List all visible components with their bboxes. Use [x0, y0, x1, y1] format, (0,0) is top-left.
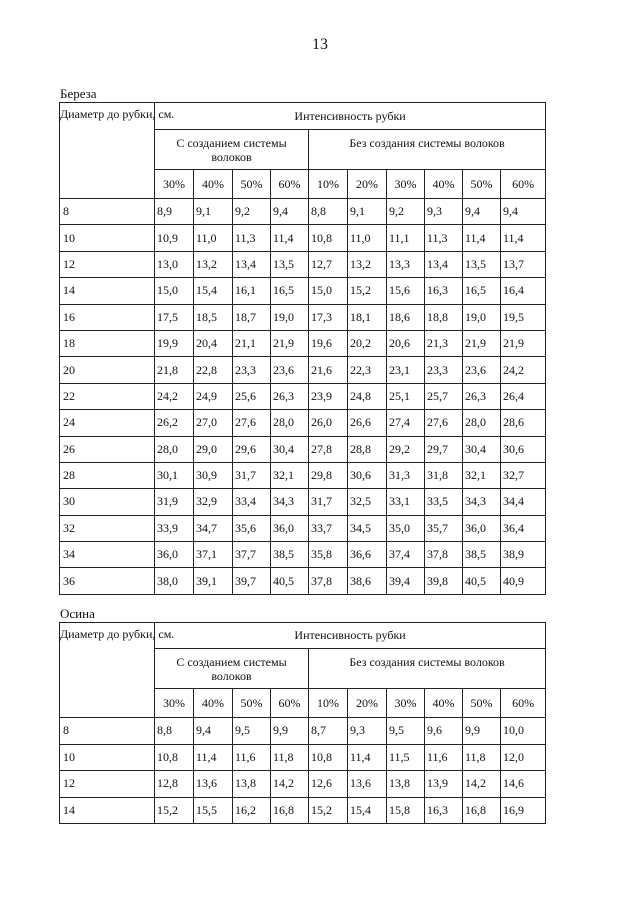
value-cell: 25,7: [425, 383, 463, 409]
value-cell: 8,9: [155, 199, 194, 225]
value-cell: 28,8: [348, 436, 387, 462]
value-cell: 34,7: [194, 515, 233, 541]
value-cell: 13,5: [271, 251, 309, 277]
value-cell: 22,3: [348, 357, 387, 383]
percent-header: 40%: [194, 170, 233, 199]
percent-header: 40%: [194, 689, 233, 718]
page-number: 13: [312, 36, 328, 53]
value-cell: 34,5: [348, 515, 387, 541]
value-cell: 13,7: [501, 251, 546, 277]
value-cell: 37,7: [233, 542, 271, 568]
value-cell: 31,8: [425, 462, 463, 488]
percent-header: 20%: [348, 170, 387, 199]
value-cell: 11,4: [194, 744, 233, 771]
table-row: [60, 304, 546, 330]
value-cell: 13,2: [348, 251, 387, 277]
value-cell: 36,0: [463, 515, 501, 541]
value-cell: 34,4: [501, 489, 546, 515]
table-row: [60, 383, 546, 409]
value-cell: 31,7: [309, 489, 348, 515]
value-cell: 10,0: [501, 718, 546, 745]
value-cell: 8,8: [155, 718, 194, 745]
value-cell: 29,6: [233, 436, 271, 462]
diameter-header: Диаметр до рубки, см.: [60, 623, 155, 718]
header-row: [60, 623, 546, 649]
value-cell: 9,4: [463, 199, 501, 225]
percent-header: 20%: [348, 689, 387, 718]
table-row: [60, 436, 546, 462]
value-cell: 33,7: [309, 515, 348, 541]
value-cell: 27,6: [233, 410, 271, 436]
value-cell: 9,5: [233, 718, 271, 745]
value-cell: 38,5: [463, 542, 501, 568]
value-cell: 36,0: [271, 515, 309, 541]
value-cell: 11,0: [194, 225, 233, 251]
value-cell: 23,3: [233, 357, 271, 383]
value-cell: 31,7: [233, 462, 271, 488]
percent-header: 60%: [501, 689, 546, 718]
value-cell: 14,6: [501, 771, 546, 798]
percent-header: 50%: [233, 689, 271, 718]
diameter-cell: 12: [60, 251, 155, 277]
value-cell: 33,9: [155, 515, 194, 541]
value-cell: 39,1: [194, 568, 233, 594]
value-cell: 30,4: [271, 436, 309, 462]
value-cell: 21,1: [233, 330, 271, 356]
value-cell: 18,6: [387, 304, 425, 330]
value-cell: 30,6: [348, 462, 387, 488]
value-cell: 36,6: [348, 542, 387, 568]
value-cell: 9,9: [271, 718, 309, 745]
value-cell: 13,6: [348, 771, 387, 798]
value-cell: 35,6: [233, 515, 271, 541]
table-row: [60, 718, 546, 745]
value-cell: 28,0: [463, 410, 501, 436]
value-cell: 11,3: [233, 225, 271, 251]
value-cell: 11,0: [348, 225, 387, 251]
diameter-cell: 8: [60, 199, 155, 225]
value-cell: 16,5: [463, 278, 501, 304]
value-cell: 13,9: [425, 771, 463, 798]
value-cell: 13,8: [387, 771, 425, 798]
percent-header: 50%: [463, 170, 501, 199]
value-cell: 9,2: [233, 199, 271, 225]
value-cell: 38,6: [348, 568, 387, 594]
value-cell: 8,7: [309, 718, 348, 745]
value-cell: 27,6: [425, 410, 463, 436]
value-cell: 13,6: [194, 771, 233, 798]
value-cell: 11,4: [501, 225, 546, 251]
value-cell: 10,8: [309, 225, 348, 251]
value-cell: 30,6: [501, 436, 546, 462]
value-cell: 15,0: [309, 278, 348, 304]
value-cell: 10,9: [155, 225, 194, 251]
diameter-cell: 28: [60, 462, 155, 488]
value-cell: 38,0: [155, 568, 194, 594]
value-cell: 9,1: [194, 199, 233, 225]
value-cell: 33,1: [387, 489, 425, 515]
value-cell: 11,8: [271, 744, 309, 771]
value-cell: 13,2: [194, 251, 233, 277]
value-cell: 16,3: [425, 278, 463, 304]
value-cell: 18,8: [425, 304, 463, 330]
value-cell: 15,6: [387, 278, 425, 304]
diameter-cell: 14: [60, 278, 155, 304]
value-cell: 19,9: [155, 330, 194, 356]
percent-header: 60%: [271, 689, 309, 718]
value-cell: 35,7: [425, 515, 463, 541]
value-cell: 26,4: [501, 383, 546, 409]
percent-header: 30%: [155, 689, 194, 718]
value-cell: 21,9: [271, 330, 309, 356]
value-cell: 13,3: [387, 251, 425, 277]
percent-header: 40%: [425, 170, 463, 199]
value-cell: 9,9: [463, 718, 501, 745]
value-cell: 17,3: [309, 304, 348, 330]
value-cell: 18,5: [194, 304, 233, 330]
value-cell: 29,2: [387, 436, 425, 462]
value-cell: 19,5: [501, 304, 546, 330]
value-cell: 26,0: [309, 410, 348, 436]
value-cell: 30,1: [155, 462, 194, 488]
value-cell: 23,6: [271, 357, 309, 383]
value-cell: 12,8: [155, 771, 194, 798]
value-cell: 13,0: [155, 251, 194, 277]
section-title-birch: Береза: [60, 86, 97, 101]
value-cell: 10,8: [309, 744, 348, 771]
value-cell: 9,4: [501, 199, 546, 225]
value-cell: 22,8: [194, 357, 233, 383]
table-row: [60, 489, 546, 515]
value-cell: 17,5: [155, 304, 194, 330]
value-cell: 11,4: [348, 744, 387, 771]
value-cell: 32,9: [194, 489, 233, 515]
value-cell: 15,4: [194, 278, 233, 304]
value-cell: 11,6: [233, 744, 271, 771]
value-cell: 25,6: [233, 383, 271, 409]
percent-header: 60%: [501, 170, 546, 199]
value-cell: 28,0: [155, 436, 194, 462]
value-cell: 16,5: [271, 278, 309, 304]
diameter-cell: 24: [60, 410, 155, 436]
value-cell: 9,1: [348, 199, 387, 225]
value-cell: 15,4: [348, 797, 387, 824]
value-cell: 16,8: [463, 797, 501, 824]
value-cell: 31,9: [155, 489, 194, 515]
diameter-cell: 22: [60, 383, 155, 409]
value-cell: 20,2: [348, 330, 387, 356]
table-row: [60, 515, 546, 541]
value-cell: 32,1: [463, 462, 501, 488]
diameter-cell: 32: [60, 515, 155, 541]
value-cell: 16,2: [233, 797, 271, 824]
value-cell: 36,0: [155, 542, 194, 568]
value-cell: 33,4: [233, 489, 271, 515]
percent-header: 50%: [233, 170, 271, 199]
percent-header: 30%: [387, 689, 425, 718]
value-cell: 24,9: [194, 383, 233, 409]
percent-header: 10%: [309, 689, 348, 718]
value-cell: 11,6: [425, 744, 463, 771]
table-row: [60, 199, 546, 225]
value-cell: 21,3: [425, 330, 463, 356]
value-cell: 19,0: [271, 304, 309, 330]
value-cell: 16,1: [233, 278, 271, 304]
value-cell: 26,6: [348, 410, 387, 436]
value-cell: 34,3: [463, 489, 501, 515]
value-cell: 38,9: [501, 542, 546, 568]
value-cell: 26,3: [463, 383, 501, 409]
value-cell: 23,9: [309, 383, 348, 409]
table-row: [60, 744, 546, 771]
value-cell: 8,8: [309, 199, 348, 225]
value-cell: 18,7: [233, 304, 271, 330]
value-cell: 9,4: [271, 199, 309, 225]
diameter-cell: 10: [60, 744, 155, 771]
value-cell: 12,6: [309, 771, 348, 798]
group-with-header: С созданием системы волоков: [155, 130, 309, 170]
value-cell: 15,5: [194, 797, 233, 824]
value-cell: 26,3: [271, 383, 309, 409]
value-cell: 38,5: [271, 542, 309, 568]
value-cell: 36,4: [501, 515, 546, 541]
table-row: [60, 568, 546, 594]
value-cell: 11,1: [387, 225, 425, 251]
value-cell: 30,9: [194, 462, 233, 488]
value-cell: 32,5: [348, 489, 387, 515]
value-cell: 27,4: [387, 410, 425, 436]
value-cell: 27,0: [194, 410, 233, 436]
value-cell: 11,3: [425, 225, 463, 251]
value-cell: 15,2: [348, 278, 387, 304]
table-row: [60, 251, 546, 277]
percent-header: 50%: [463, 689, 501, 718]
table-row: [60, 225, 546, 251]
table-row: [60, 357, 546, 383]
value-cell: 9,2: [387, 199, 425, 225]
value-cell: 13,4: [233, 251, 271, 277]
intensity-header: Интенсивность рубки: [155, 103, 546, 130]
diameter-cell: 26: [60, 436, 155, 462]
value-cell: 20,4: [194, 330, 233, 356]
value-cell: 29,8: [309, 462, 348, 488]
value-cell: 16,9: [501, 797, 546, 824]
value-cell: 13,4: [425, 251, 463, 277]
value-cell: 27,8: [309, 436, 348, 462]
diameter-cell: 30: [60, 489, 155, 515]
table-row: [60, 771, 546, 798]
value-cell: 40,5: [271, 568, 309, 594]
value-cell: 21,6: [309, 357, 348, 383]
percent-header: 60%: [271, 170, 309, 199]
percent-header: 10%: [309, 170, 348, 199]
value-cell: 12,0: [501, 744, 546, 771]
value-cell: 39,8: [425, 568, 463, 594]
value-cell: 13,8: [233, 771, 271, 798]
diameter-header: Диаметр до рубки, см.: [60, 103, 155, 199]
percent-header: 30%: [155, 170, 194, 199]
table-row: [60, 330, 546, 356]
table-row: [60, 278, 546, 304]
group-without-header: Без создания системы волоков: [309, 649, 546, 689]
value-cell: 23,1: [387, 357, 425, 383]
value-cell: 28,6: [501, 410, 546, 436]
value-cell: 29,7: [425, 436, 463, 462]
value-cell: 35,0: [387, 515, 425, 541]
value-cell: 37,1: [194, 542, 233, 568]
value-cell: 11,8: [463, 744, 501, 771]
percent-header: 30%: [387, 170, 425, 199]
value-cell: 11,4: [463, 225, 501, 251]
diameter-cell: 12: [60, 771, 155, 798]
value-cell: 9,6: [425, 718, 463, 745]
value-cell: 20,6: [387, 330, 425, 356]
value-cell: 11,4: [271, 225, 309, 251]
value-cell: 16,8: [271, 797, 309, 824]
value-cell: 10,8: [155, 744, 194, 771]
value-cell: 32,7: [501, 462, 546, 488]
table-row: [60, 462, 546, 488]
value-cell: 33,5: [425, 489, 463, 515]
header-row: [60, 103, 546, 130]
value-cell: 16,3: [425, 797, 463, 824]
diameter-cell: 20: [60, 357, 155, 383]
value-cell: 37,4: [387, 542, 425, 568]
value-cell: 25,1: [387, 383, 425, 409]
value-cell: 32,1: [271, 462, 309, 488]
value-cell: 23,6: [463, 357, 501, 383]
value-cell: 15,8: [387, 797, 425, 824]
group-with-header: С созданием системы волоков: [155, 649, 309, 689]
value-cell: 14,2: [463, 771, 501, 798]
value-cell: 23,3: [425, 357, 463, 383]
value-cell: 28,0: [271, 410, 309, 436]
value-cell: 11,5: [387, 744, 425, 771]
value-cell: 14,2: [271, 771, 309, 798]
table-row: [60, 797, 546, 824]
value-cell: 24,8: [348, 383, 387, 409]
value-cell: 21,9: [463, 330, 501, 356]
table-row: [60, 542, 546, 568]
value-cell: 9,3: [425, 199, 463, 225]
value-cell: 35,8: [309, 542, 348, 568]
table-row: [60, 410, 546, 436]
value-cell: 9,5: [387, 718, 425, 745]
value-cell: 29,0: [194, 436, 233, 462]
percent-header: 40%: [425, 689, 463, 718]
value-cell: 15,2: [155, 797, 194, 824]
value-cell: 26,2: [155, 410, 194, 436]
diameter-cell: 14: [60, 797, 155, 824]
diameter-cell: 18: [60, 330, 155, 356]
value-cell: 16,4: [501, 278, 546, 304]
section-title-aspen: Осина: [60, 606, 95, 621]
value-cell: 39,4: [387, 568, 425, 594]
diameter-cell: 16: [60, 304, 155, 330]
value-cell: 19,0: [463, 304, 501, 330]
value-cell: 40,5: [463, 568, 501, 594]
value-cell: 39,7: [233, 568, 271, 594]
diameter-cell: 8: [60, 718, 155, 745]
value-cell: 24,2: [155, 383, 194, 409]
value-cell: 12,7: [309, 251, 348, 277]
value-cell: 37,8: [425, 542, 463, 568]
value-cell: 30,4: [463, 436, 501, 462]
intensity-header: Интенсивность рубки: [155, 623, 546, 649]
value-cell: 21,9: [501, 330, 546, 356]
birch-table: [59, 102, 546, 595]
diameter-cell: 34: [60, 542, 155, 568]
value-cell: 40,9: [501, 568, 546, 594]
value-cell: 15,0: [155, 278, 194, 304]
aspen-table: [59, 622, 546, 824]
value-cell: 34,3: [271, 489, 309, 515]
group-without-header: Без создания системы волоков: [309, 130, 546, 170]
value-cell: 24,2: [501, 357, 546, 383]
value-cell: 13,5: [463, 251, 501, 277]
value-cell: 37,8: [309, 568, 348, 594]
value-cell: 9,4: [194, 718, 233, 745]
diameter-cell: 10: [60, 225, 155, 251]
value-cell: 31,3: [387, 462, 425, 488]
value-cell: 18,1: [348, 304, 387, 330]
value-cell: 15,2: [309, 797, 348, 824]
value-cell: 21,8: [155, 357, 194, 383]
value-cell: 9,3: [348, 718, 387, 745]
diameter-cell: 36: [60, 568, 155, 594]
value-cell: 19,6: [309, 330, 348, 356]
